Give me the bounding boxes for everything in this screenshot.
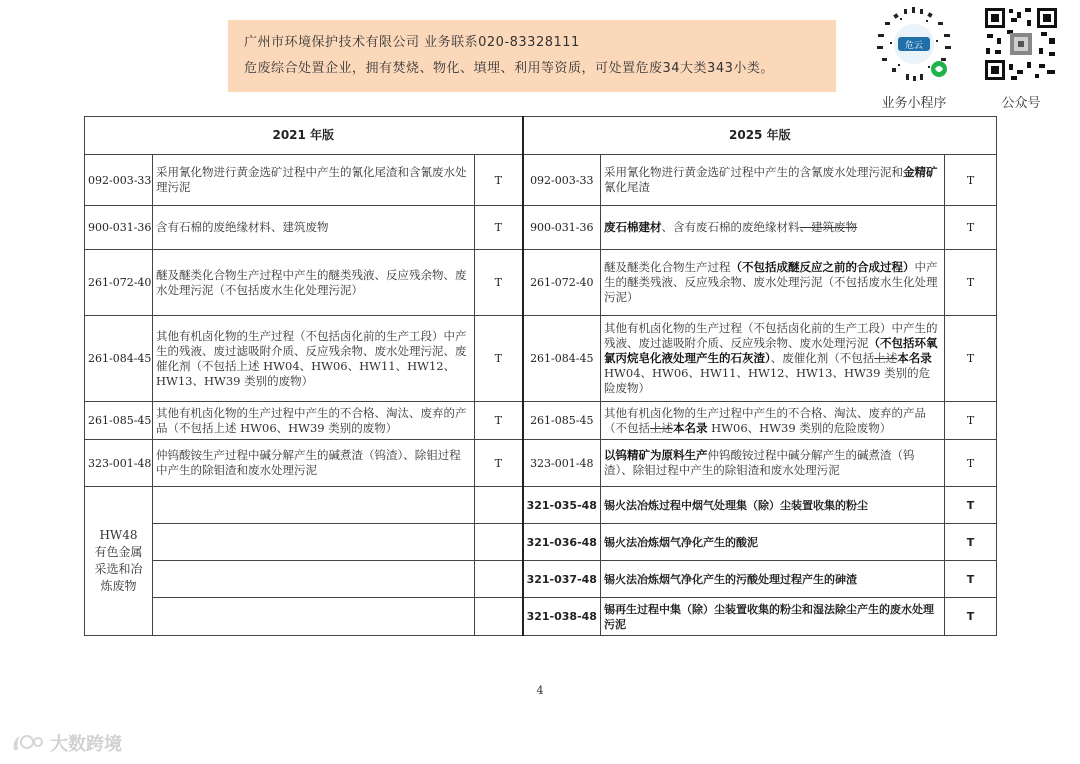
empty-old-description [153, 487, 475, 524]
old-code: 323-001-48 [85, 440, 153, 487]
new-hazard: T [945, 561, 997, 598]
new-description: 废石棉建材、含有废石棉的废绝缘材料、建筑废物 [601, 206, 945, 250]
new-code: 261-085-45 [523, 402, 601, 440]
hazardous-waste-comparison-table [84, 116, 997, 636]
mini-program-code-icon [876, 6, 952, 82]
empty-old-hazard [475, 598, 523, 636]
empty-old-description [153, 524, 475, 561]
new-hazard: T [945, 487, 997, 524]
watermark-text: 大数跨境 [50, 734, 122, 755]
old-code: 261-072-40 [85, 250, 153, 316]
new-hazard: T [945, 316, 997, 402]
empty-old-description [153, 561, 475, 598]
empty-old-hazard [475, 487, 523, 524]
table-row [85, 402, 997, 440]
empty-old-hazard [475, 561, 523, 598]
new-description: 锡火法冶炼烟气净化产生的酸泥 [601, 524, 945, 561]
new-hazard: T [945, 206, 997, 250]
old-hazard: T [475, 206, 523, 250]
banner-description-line: 危废综合处置企业，拥有焚烧、物化、填埋、利用等资质，可处置危废34大类343小类。 [244, 61, 774, 76]
category-name-line: 采选和冶 [94, 562, 143, 576]
old-hazard: T [475, 402, 523, 440]
watermark [10, 730, 122, 756]
old-description: 醚及醚类化合物生产过程中产生的醚类残液、反应残余物、废水处理污泥（不包括废水生化处理污泥） [153, 250, 475, 316]
table-row [85, 524, 997, 561]
new-code: 321-035-48 [523, 487, 601, 524]
banner-company-line: 广州市环境保护技术有限公司 业务联系020-83328111 [244, 35, 580, 50]
table-row [85, 487, 997, 524]
table-row [85, 206, 997, 250]
table-header-row [85, 117, 997, 155]
new-description: 采用氰化物进行黄金选矿过程中产生的含氰废水处理污泥和金精矿氰化尾渣 [601, 155, 945, 206]
table-row [85, 598, 997, 636]
old-description: 仲钨酸铵生产过程中碱分解产生的碱煮渣（钨渣）、除钼过程中产生的除钼渣和废水处理污泥 [153, 440, 475, 487]
new-description: 锡火法冶炼烟气净化产生的污酸处理过程产生的砷渣 [601, 561, 945, 598]
new-description: 以钨精矿为原料生产仲钨酸铵过程中碱分解产生的碱煮渣（钨渣）、除钼过程中产生的除钼渣和废水处理污泥 [601, 440, 945, 487]
new-hazard: T [945, 440, 997, 487]
new-description: 锡火法冶炼过程中烟气处理集（除）尘装置收集的粉尘 [601, 487, 945, 524]
new-hazard: T [945, 598, 997, 636]
old-code: 261-084-45 [85, 316, 153, 402]
contact-banner [228, 20, 836, 92]
page-number: 4 [536, 684, 544, 697]
old-description: 采用氰化物进行黄金选矿过程中产生的氰化尾渣和含氰废水处理污泥 [153, 155, 475, 206]
old-hazard: T [475, 316, 523, 402]
new-hazard: T [945, 155, 997, 206]
old-description: 其他有机卤化物的生产过程（不包括卤化前的生产工段）中产生的残液、废过滤吸附介质、反应残余物、废水处理污泥、废催化剂（不包括上述 HW04、HW06、HW11、HW12、HW13、HW39 类别的废物） [153, 316, 475, 402]
table-row [85, 561, 997, 598]
old-hazard: T [475, 155, 523, 206]
old-code: 092-003-33 [85, 155, 153, 206]
new-code: 092-003-33 [523, 155, 601, 206]
table-row [85, 155, 997, 206]
old-description: 含有石棉的废绝缘材料、建筑废物 [153, 206, 475, 250]
old-code: 261-085-45 [85, 402, 153, 440]
category-code: HW48 [99, 528, 138, 542]
svg-text:危云: 危云 [904, 41, 924, 51]
public-account-qr[interactable] [982, 6, 1060, 111]
old-hazard: T [475, 250, 523, 316]
mini-program-qr[interactable] [866, 6, 962, 111]
new-code: 261-072-40 [523, 250, 601, 316]
category-name-line: 有色金属 [94, 545, 143, 559]
new-description: 其他有机卤化物的生产过程中产生的不合格、淘汰、废弃的产品（不包括上述本名录 HW06、HW39 类别的危险废物） [601, 402, 945, 440]
watermark-logo-icon [10, 732, 44, 754]
hw48-category-cell [85, 487, 153, 636]
new-hazard: T [945, 524, 997, 561]
new-hazard: T [945, 250, 997, 316]
old-description: 其他有机卤化物的生产过程中产生的不合格、淘汰、废弃的产品（不包括上述 HW06、HW39 类别的废物） [153, 402, 475, 440]
table-row [85, 250, 997, 316]
new-code: 321-038-48 [523, 598, 601, 636]
header-2025: 2025 年版 [523, 117, 997, 155]
old-hazard: T [475, 440, 523, 487]
new-code: 321-036-48 [523, 524, 601, 561]
new-description: 锡再生过程中集（除）尘装置收集的粉尘和湿法除尘产生的废水处理污泥 [601, 598, 945, 636]
empty-old-description [153, 598, 475, 636]
empty-old-hazard [475, 524, 523, 561]
new-hazard: T [945, 402, 997, 440]
header-2021: 2021 年版 [85, 117, 523, 155]
new-code: 323-001-48 [523, 440, 601, 487]
new-code: 261-084-45 [523, 316, 601, 402]
public-account-qrcode-icon [983, 6, 1059, 82]
table-row [85, 440, 997, 487]
public-account-caption: 公众号 [1001, 96, 1041, 111]
new-description: 醚及醚类化合物生产过程（不包括成醚反应之前的合成过程）中产生的醚类残液、反应残余物、废水处理污泥（不包括废水生化处理污泥） [601, 250, 945, 316]
new-description: 其他有机卤化物的生产过程（不包括卤化前的生产工段）中产生的残液、废过滤吸附介质、反应残余物、废水处理污泥（不包括环氧氯丙烷皂化液处理产生的石灰渣）、废催化剂（不包括上述本名录 HW04、HW06、HW11、HW12、HW13、HW39 类别的危险废物） [601, 316, 945, 402]
mini-program-caption: 业务小程序 [881, 96, 947, 111]
table-row [85, 316, 997, 402]
old-code: 900-031-36 [85, 206, 153, 250]
new-code: 321-037-48 [523, 561, 601, 598]
category-name-line: 炼废物 [100, 579, 137, 593]
new-code: 900-031-36 [523, 206, 601, 250]
